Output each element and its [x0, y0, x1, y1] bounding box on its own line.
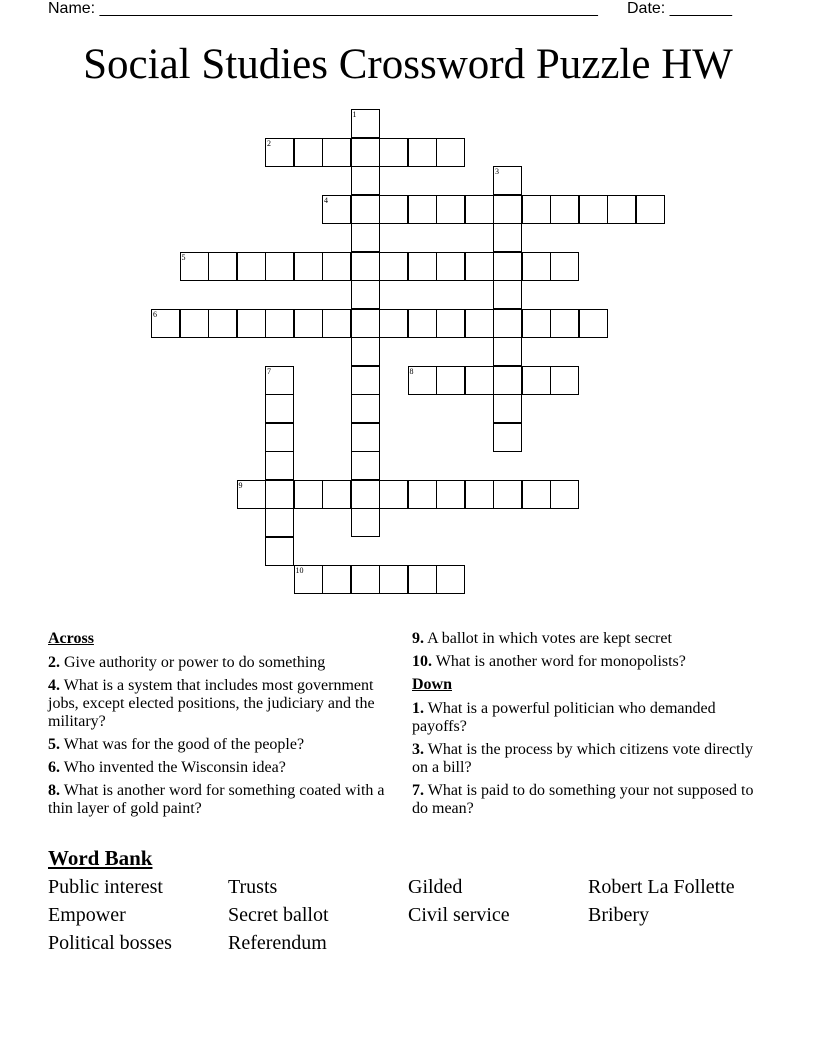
crossword-cell[interactable]: [208, 252, 237, 281]
crossword-cell[interactable]: [436, 565, 465, 594]
clue-text: What is the process by which citizens vote directly on a bill?: [412, 741, 753, 776]
crossword-cell[interactable]: [265, 394, 294, 423]
crossword-cell[interactable]: [351, 337, 380, 366]
clue-number-label: 10: [295, 566, 304, 575]
crossword-cell[interactable]: [237, 480, 266, 509]
crossword-cell[interactable]: [408, 195, 437, 224]
crossword-cell[interactable]: [493, 166, 522, 195]
clue-down-1: [412, 700, 772, 736]
crossword-cell[interactable]: [493, 423, 522, 452]
crossword-cell[interactable]: [493, 223, 522, 252]
crossword-cell[interactable]: [322, 309, 351, 338]
crossword-cell[interactable]: [351, 565, 380, 594]
clue-number: 8.: [48, 782, 60, 799]
crossword-cell[interactable]: [465, 252, 494, 281]
crossword-cell[interactable]: [180, 309, 209, 338]
crossword-cell[interactable]: [408, 366, 437, 395]
word-bank-item: Secret ballot: [228, 904, 329, 926]
crossword-cell[interactable]: [351, 223, 380, 252]
clue-number-label: 8: [409, 366, 414, 376]
clue-across-4: [48, 677, 406, 731]
crossword-cell[interactable]: [351, 480, 380, 509]
crossword-cell[interactable]: [265, 138, 294, 167]
clue-text: What is a system that includes most government jobs, except elected positions, the judiciary and the military?: [48, 677, 375, 730]
crossword-cell[interactable]: [493, 252, 522, 281]
crossword-cell[interactable]: [465, 480, 494, 509]
crossword-cell[interactable]: [493, 309, 522, 338]
clue-down-3: [412, 741, 772, 777]
crossword-cell[interactable]: [436, 138, 465, 167]
word-bank-item: Empower: [48, 904, 126, 926]
crossword-cell[interactable]: [379, 138, 408, 167]
crossword-cell[interactable]: [294, 480, 323, 509]
crossword-cell[interactable]: [351, 366, 380, 395]
clue-number-label: 1: [352, 110, 357, 119]
crossword-cell[interactable]: [550, 309, 579, 338]
word-bank-item: Trusts: [228, 876, 278, 898]
clues-left-column: [48, 630, 406, 823]
crossword-cell[interactable]: [436, 252, 465, 281]
clue-across-5: [48, 736, 406, 754]
word-bank-item: Political bosses: [48, 932, 172, 954]
clue-number-label: 7: [267, 366, 271, 376]
clue-across-9: [412, 630, 772, 648]
crossword-cell[interactable]: [522, 195, 551, 224]
clue-number: 3.: [412, 741, 424, 758]
down-heading: Down: [412, 676, 453, 693]
crossword-cell[interactable]: [265, 508, 294, 537]
crossword-cell[interactable]: [379, 252, 408, 281]
crossword-cell[interactable]: [351, 394, 380, 423]
crossword-cell[interactable]: [465, 366, 494, 395]
clue-number: 10.: [412, 653, 432, 670]
crossword-cell[interactable]: [351, 280, 380, 309]
crossword-cell[interactable]: [522, 252, 551, 281]
clue-text: What is another word for something coated with a thin layer of gold paint?: [48, 782, 385, 817]
crossword-cell[interactable]: [265, 423, 294, 452]
crossword-cell[interactable]: [550, 480, 579, 509]
clue-number-label: 9: [238, 480, 243, 490]
crossword-cell[interactable]: [408, 309, 437, 338]
date-field-label: Date: _______: [627, 0, 732, 17]
crossword-cell[interactable]: [208, 309, 237, 338]
crossword-cell[interactable]: [436, 366, 465, 395]
crossword-cell[interactable]: [465, 195, 494, 224]
crossword-cell[interactable]: [265, 252, 294, 281]
word-bank-title: Word Bank: [48, 846, 153, 870]
word-bank-item: Robert La Follette: [588, 876, 735, 898]
crossword-cell[interactable]: [294, 138, 323, 167]
clue-number: 1.: [412, 700, 424, 717]
clue-text: What was for the good of the people?: [60, 736, 305, 753]
crossword-cell[interactable]: [351, 252, 380, 281]
clue-text: What is another word for monopolists?: [432, 653, 686, 670]
word-bank-item: Civil service: [408, 904, 510, 926]
crossword-cell[interactable]: [322, 195, 351, 224]
crossword-cell[interactable]: [294, 565, 323, 594]
clue-number: 5.: [48, 736, 60, 753]
crossword-cell[interactable]: [436, 309, 465, 338]
clue-number: 9.: [412, 630, 424, 647]
clue-number: 4.: [48, 677, 60, 694]
crossword-cell[interactable]: [351, 109, 380, 138]
name-field-label: Name: ________________________________________________________: [48, 0, 598, 17]
clue-text: What is a powerful politician who demanded payoffs?: [412, 700, 716, 735]
crossword-cell[interactable]: [379, 309, 408, 338]
clue-text: A ballot in which votes are kept secret: [424, 630, 672, 647]
crossword-cell[interactable]: [237, 309, 266, 338]
crossword-cell[interactable]: [493, 195, 522, 224]
crossword-cell[interactable]: [522, 366, 551, 395]
crossword-cell[interactable]: [522, 480, 551, 509]
page-title: Social Studies Crossword Puzzle HW: [83, 41, 733, 88]
crossword-cell[interactable]: [180, 252, 209, 281]
clue-number: 2.: [48, 654, 60, 671]
crossword-cell[interactable]: [436, 480, 465, 509]
clue-number: 6.: [48, 759, 60, 776]
crossword-cell[interactable]: [237, 252, 266, 281]
clue-text: Who invented the Wisconsin idea?: [60, 759, 286, 776]
crossword-cell[interactable]: [151, 309, 180, 338]
crossword-cell[interactable]: [265, 451, 294, 480]
crossword-cell[interactable]: [265, 537, 294, 566]
crossword-cell[interactable]: [322, 252, 351, 281]
word-bank-item: Public interest: [48, 876, 163, 898]
crossword-cell[interactable]: [265, 366, 294, 395]
crossword-cell[interactable]: [579, 195, 608, 224]
crossword-cell[interactable]: [607, 195, 636, 224]
clue-text: Give authority or power to do something: [60, 654, 326, 671]
clue-across-6: [48, 759, 406, 777]
crossword-cell[interactable]: [408, 480, 437, 509]
crossword-cell[interactable]: [351, 138, 380, 167]
crossword-cell[interactable]: [379, 565, 408, 594]
clue-number-label: 3: [495, 167, 499, 176]
crossword-cell[interactable]: [550, 195, 579, 224]
crossword-cell[interactable]: [579, 309, 608, 338]
crossword-cell[interactable]: [351, 451, 380, 480]
crossword-cell[interactable]: [379, 195, 408, 224]
clue-across-10: [412, 653, 772, 671]
clue-number-label: 6: [153, 309, 157, 319]
clue-number-label: 2: [267, 138, 271, 148]
crossword-cell[interactable]: [351, 166, 380, 195]
crossword-cell[interactable]: [493, 337, 522, 366]
crossword-cell[interactable]: [351, 195, 380, 224]
clue-text: What is paid to do something your not supposed to do mean?: [412, 782, 754, 817]
crossword-cell[interactable]: [351, 508, 380, 537]
crossword-cell[interactable]: [408, 565, 437, 594]
crossword-cell[interactable]: [322, 138, 351, 167]
crossword-cell[interactable]: [436, 195, 465, 224]
crossword-cell[interactable]: [493, 394, 522, 423]
crossword-cell[interactable]: [265, 309, 294, 338]
crossword-cell[interactable]: [294, 309, 323, 338]
crossword-cell[interactable]: [294, 252, 323, 281]
crossword-cell[interactable]: [322, 480, 351, 509]
clues-right-column: [412, 630, 772, 823]
clue-down-7: [412, 782, 772, 818]
word-bank-item: Gilded: [408, 876, 463, 898]
crossword-cell[interactable]: [550, 252, 579, 281]
crossword-cell[interactable]: [493, 366, 522, 395]
crossword-cell[interactable]: [493, 480, 522, 509]
crossword-cell[interactable]: [550, 366, 579, 395]
crossword-cell[interactable]: [636, 195, 665, 224]
crossword-cell[interactable]: [408, 252, 437, 281]
crossword-cell[interactable]: [265, 480, 294, 509]
clue-number: 7.: [412, 782, 424, 799]
crossword-cell[interactable]: [351, 423, 380, 452]
across-heading: Across: [48, 630, 94, 647]
crossword-cell[interactable]: [322, 565, 351, 594]
crossword-cell[interactable]: [493, 280, 522, 309]
crossword-cell[interactable]: [351, 309, 380, 338]
crossword-cell[interactable]: [522, 309, 551, 338]
crossword-cell[interactable]: [379, 480, 408, 509]
crossword-cell[interactable]: [408, 138, 437, 167]
word-bank-item: Bribery: [588, 904, 650, 926]
clue-across-2: [48, 654, 406, 672]
crossword-cell[interactable]: [465, 309, 494, 338]
word-bank-item: Referendum: [228, 932, 327, 954]
clue-number-label: 4: [324, 195, 328, 205]
clue-across-8: [48, 782, 406, 818]
clue-number-label: 5: [181, 252, 186, 262]
